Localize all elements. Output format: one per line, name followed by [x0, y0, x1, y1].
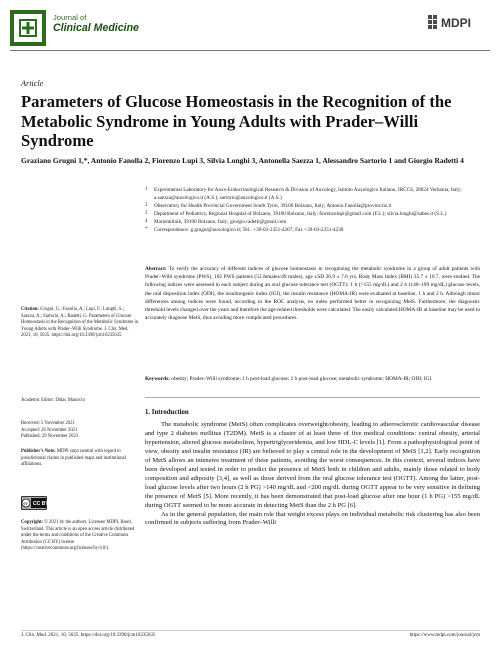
- affiliation-item: [145, 226, 480, 234]
- journal-title: Clinical Medicine: [53, 22, 139, 34]
- published-date: Published: 29 November 2021: [21, 434, 79, 440]
- introduction-body: [145, 421, 480, 528]
- section-heading: 1. Introduction: [145, 409, 189, 416]
- cc-badge-text: CC BY: [33, 501, 49, 508]
- journal-name: [53, 12, 139, 34]
- affiliations: [145, 186, 480, 234]
- affiliation-number: 2: [145, 203, 148, 208]
- copyright-block: [21, 520, 139, 553]
- footer-divider: [21, 630, 480, 631]
- correspondence-text: Correspondence: g.grugni@auxologico.it; Tel.: +39-03-2351-4267; Fax +39-03-2351-4230: [154, 227, 344, 233]
- citation-text[interactable]: Grugni, G.; Fanolla, A.; Lupi, F.; Longhi, S.; Saezza, A.; Sartorio, A.; Radetti, G. Parameters of Glucose Homeostasis in the Recognition of the Metabolic Syndrome in Young Adults with Prader–Willi Syndrome. J. Clin. Med. 2021, 10, 5635. https://doi.org/10.3390/jcm10235635: [21, 307, 139, 339]
- affiliation-item: [145, 210, 480, 218]
- affiliation-text: Marienklinik, 39100 Bolzano, Italy; giorgio.radetti@gmail.com: [154, 219, 287, 225]
- affiliation-number: 4: [145, 219, 148, 224]
- svg-text:cc: cc: [23, 500, 28, 506]
- accepted-date: Accepted: 26 November 2021: [21, 427, 78, 433]
- footer-journal-link[interactable]: https://www.mdpi.com/journal/jcm: [409, 633, 480, 638]
- copyright-label: Copyright:: [21, 520, 44, 525]
- paper-title: Parameters of Glucose Homeostasis in the Recognition of the Metabolic Syndrome in Young Adults with Prader–Willi Syndrome: [21, 92, 452, 151]
- affiliation-number: 1: [145, 187, 148, 192]
- affiliation-text: Department of Pediatrics, Regional Hospital of Bolzano, 39100 Bolzano, Italy; fiorenzolupi@gmail.com (F.L.); silvia.longhi@sabes.it (S.L.): [154, 211, 447, 217]
- author-list: Graziano Grugni 1,*, Antonio Fanolla 2, Fiorenzo Lupi 3, Silvia Longhi 3, Antonella Saezza 1, Alessandro Sartorio 1 and Giorgio Radetti 4: [21, 156, 464, 165]
- body-paragraph: As in the general population, the main role that weight excess plays on individual metabolic risk clustering has also been confirmed in subjects suffering from Prader–Willi: [145, 510, 480, 527]
- abstract-text: To verify the accuracy of different indices of glucose homeostasis in recognizing the metabolic syndrome in a group of adult patients with Prader–Willi syndrome (PWS), 102 PWS patients (53 females/49 males), age ±SD 26.9 ± 7.6 yrs, Body Mass Index (BMI) 35.7 ± 10.7, were studied. The following indices were assessed in each subject during an oral glucose tolerance test (OGTT): 1 h (>155 mg/dL) and 2 h (140–199 mg/dL) glucose levels, the oral disposition index (ODI), the insulinogenic index (IGI), the insulin resistance (HOMA-IR) were evaluated at baseline, 1 h and 2 h. Although minor differences among indices were found, according to the ROC analysis, no index performed better in recognizing MetS. Furthermore, the diagnostic threshold levels changed over the years and therefore the age-related thresholds were calculated. The easily calculated HOMA-IR at baseline may be used to accurately diagnose MetS, thus avoiding more complicated procedures.: [145, 266, 480, 322]
- journal-logo-icon: [10, 10, 46, 46]
- affiliation-item: [145, 202, 480, 210]
- affiliation-text: Observatory for Health Provincial Government South Tyrol, 39100 Bolzano, Italy; Antonio.Fanolla@provinz.bz.it: [154, 203, 392, 209]
- citation-block: [21, 307, 139, 340]
- affiliation-number: *: [145, 227, 148, 232]
- publisher-note-label: Publisher’s Note:: [21, 449, 56, 454]
- header-divider: [10, 50, 490, 51]
- received-date: Received: 5 November 2021: [21, 421, 75, 426]
- copyright-text: © 2021 by the authors. Licensee MDPI, Basel, Switzerland. This article is an open access article distributed under the terms and conditions of the Creative Commons Attribution (CC BY) license (https://creativecommons.org/licenses/by/4.0/).: [21, 520, 135, 552]
- keywords-text: obesity; Prader–Willi syndrome; 1 h post-load glucose; 2 h post-load glucose; metabolic syndrome; HOMA-IR; ODI; IGI: [171, 376, 432, 382]
- footer-citation[interactable]: J. Clin. Med. 2021, 10, 5635. https://doi.org/10.3390/jcm10235635: [21, 633, 156, 638]
- keywords-divider: [145, 397, 480, 398]
- publisher-logo-text: MDPI: [441, 16, 471, 30]
- cc-by-license-icon[interactable]: [21, 496, 47, 510]
- article-type: Article: [21, 79, 44, 88]
- body-paragraph: The metabolic syndrome (MetS) often complicates overweight/obesity, leading to atherosclerotic cardiovascular disease and type 2 diabetes mellitus (T2DM). MetS is a cluster of at least three of five medical conditions: central obesity, arterial hypertension, altered glucose metabolism, hypertriglyceridemia, and low HDL-C levels [1]. From a pathophysiological point of view, obesity and insulin resistance (IR) are believed to play a central role in the development of MetS [1,2]. Early recognition of MetS allows an intensive treatment of these patients, avoiding the worst consequences. In this context, several indices have been developed and tested in order to predict the presence of MetS both in children and adults, mainly those related to body composition and adiposity [3,4], as well as those derived from the oral glucose tolerance test (OGTT). Among the latter, post-load glucose levels after two hours (2 h PG) >140 mg/dL and <200 mg/dL during OGTT appear to be very sensitive in defining the presence of MetS [5]. More recently, it has been demonstrated that post-load glucose after one hour (1 h PG) >155 mg/dL during OGTT seemed to be more accurate in detecting MetS than the 2 h PG [6].: [145, 421, 480, 509]
- abstract-label: Abstract:: [145, 266, 167, 272]
- publication-dates: [21, 421, 139, 441]
- affiliation-number: 3: [145, 211, 148, 216]
- journal-prefix: Journal of: [53, 13, 87, 22]
- publisher-note-text: MDPI stays neutral with regard to jurisdictional claims in published maps and institutional affiliations.: [21, 449, 126, 468]
- keywords: [145, 375, 480, 383]
- affiliation-item: [145, 186, 480, 202]
- mdpi-logo-icon: [428, 13, 490, 31]
- keywords-label: Keywords:: [145, 376, 170, 382]
- publisher-note: [21, 449, 139, 469]
- affiliation-item: [145, 218, 480, 226]
- citation-label: Citation:: [21, 307, 39, 312]
- affiliation-text: Experimental Laboratory for Auxo-Endocrinological Research & Division of Auxology, Istituto Auxologico Italiano, IRCCS, 28824 Verbania, Italy; a.saezza@auxologico.it (A.S.); sartorio@auxologico.it (A.S.): [154, 187, 462, 201]
- academic-editor: Academic Editor: Didac Mauricio: [21, 398, 85, 403]
- abstract: [145, 265, 480, 322]
